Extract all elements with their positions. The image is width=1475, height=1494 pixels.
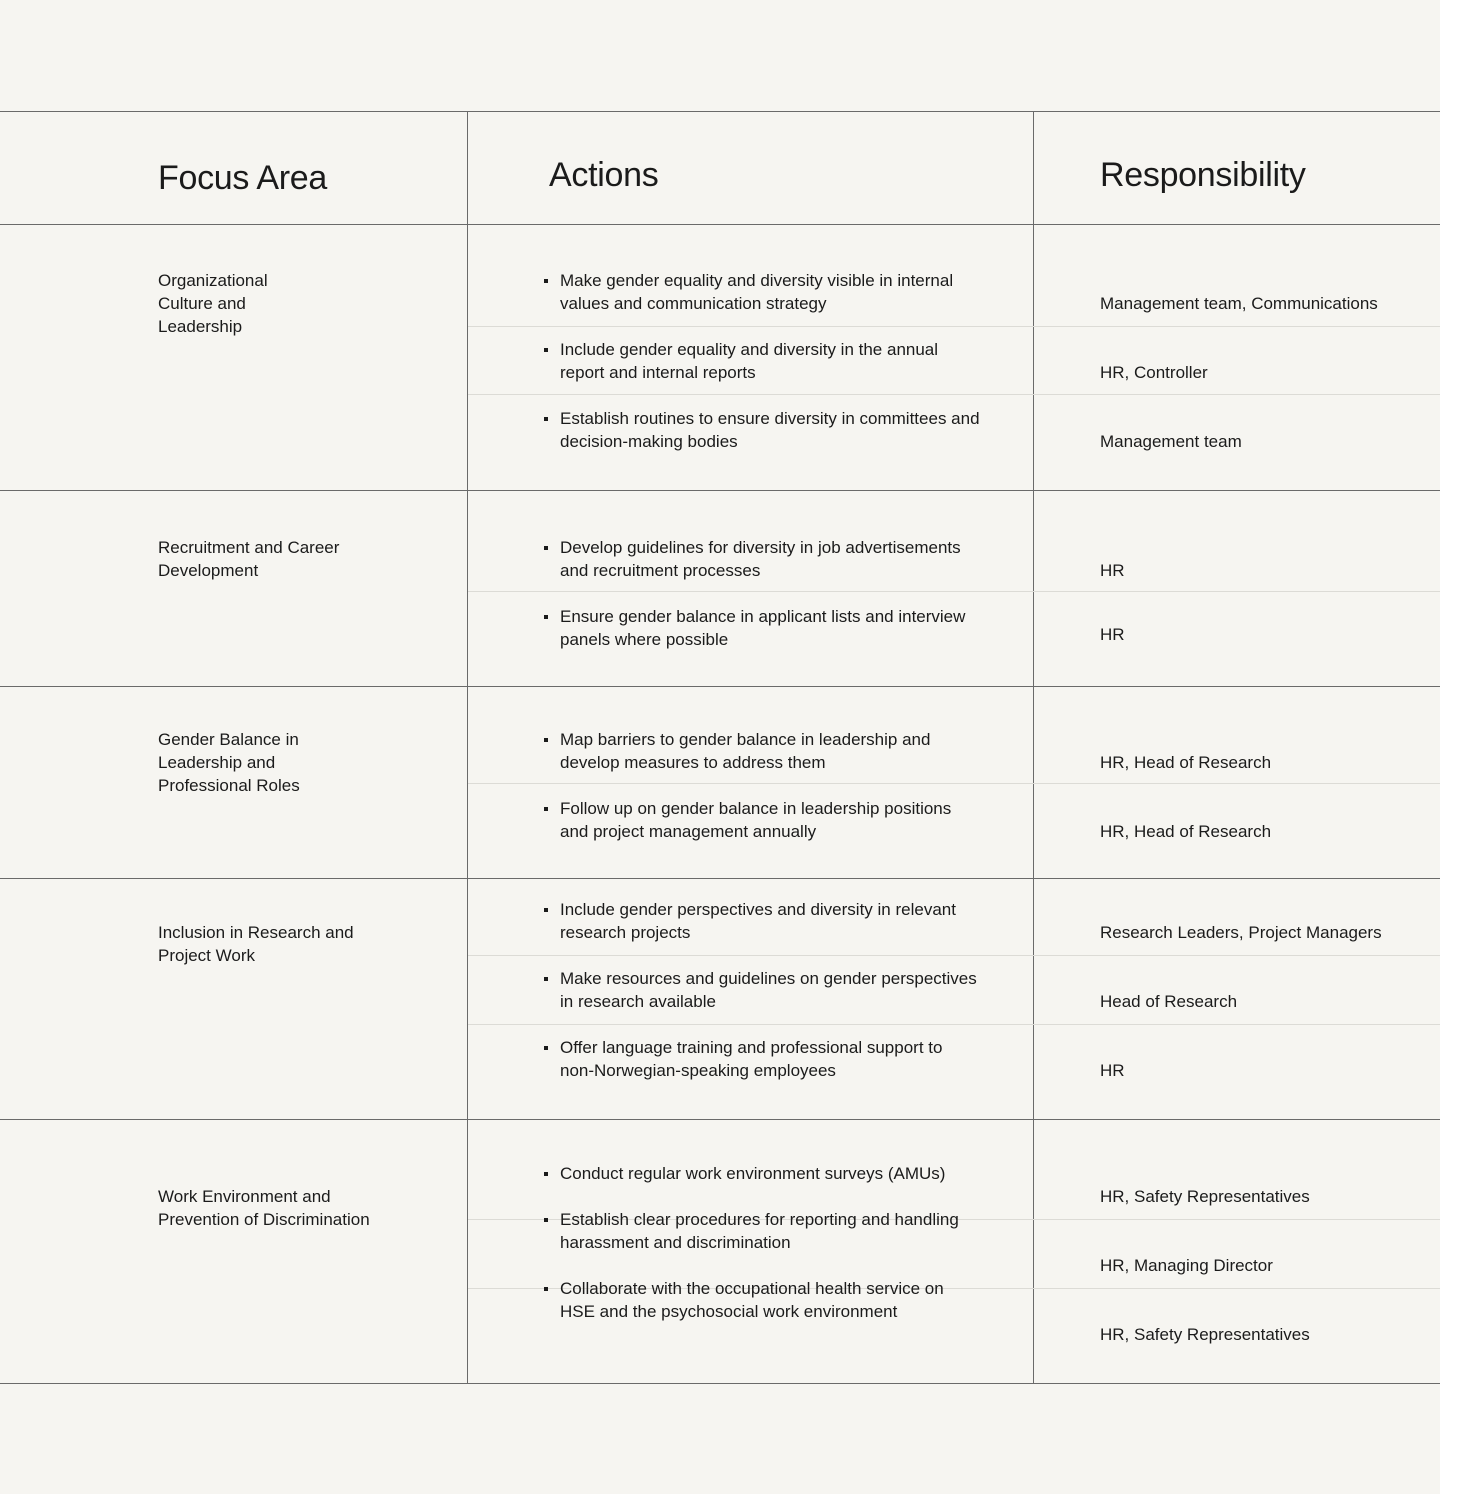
row-divider [468,783,1440,784]
column-divider-actions [467,111,468,1384]
header-focus-area: Focus Area [158,159,327,197]
section-divider [0,1119,1440,1120]
right-edge-strip [1440,0,1475,1494]
action-item: Follow up on gender balance in leadership positions and project management annually [560,797,980,843]
responsibility-cell: HR, Managing Director [1100,1256,1273,1275]
action-item: Make gender equality and diversity visible in internal values and communication strategy [560,269,980,315]
column-divider-responsibility [1033,111,1034,1384]
focus-area-label: Inclusion in Research and Project Work [158,923,354,965]
responsibility-cell: HR, Head of Research [1100,822,1272,841]
action-item: Ensure gender balance in applicant lists and interview panels where possible [560,605,980,651]
action-item: Make resources and guidelines on gender perspectives in research available [560,967,980,1013]
responsibility-cell: HR [1100,1061,1125,1080]
section-divider [0,490,1440,491]
action-item: Include gender equality and diversity in the annual report and internal reports [560,338,980,384]
action-item: Establish routines to ensure diversity in committees and decision-making bodies [560,409,980,451]
row-divider [468,394,1440,395]
action-item: Develop guidelines for diversity in job advertisements and recruitment processes [560,536,980,582]
row-divider [468,1024,1440,1025]
action-item: Conduct regular work environment surveys (AMUs) [560,1162,980,1185]
header-bottom-border [0,224,1440,225]
header-actions: Actions [549,156,659,194]
responsibility-cell: HR, Safety Representatives [1100,1325,1310,1344]
section-divider [0,878,1440,879]
table-top-border [0,111,1440,112]
responsibility-cell: Research Leaders, Project Managers [1100,923,1382,942]
action-item: Collaborate with the occupational health service on HSE and the psychosocial work environment [560,1277,980,1323]
responsibility-cell: HR, Safety Representatives [1100,1187,1310,1206]
responsibility-cell: HR [1100,561,1125,580]
row-divider [468,591,1440,592]
responsibility-cell: HR, Head of Research [1100,753,1272,772]
responsibility-cell: Management team [1100,432,1242,451]
focus-area-label: Gender Balance in Leadership and Professional Roles [158,730,300,795]
focus-area-label: Recruitment and Career Development [158,538,340,580]
responsibility-cell: HR, Controller [1100,363,1208,382]
action-item: Offer language training and professional support to non-Norwegian-speaking employees [560,1036,980,1082]
focus-area-label: Organizational Culture and Leadership [158,271,268,336]
section-divider [0,686,1440,687]
responsibility-cell: Management team, Communications [1100,294,1378,313]
row-divider [468,326,1440,327]
row-divider [468,955,1440,956]
table-bottom-border [0,1383,1440,1384]
action-item: Include gender perspectives and diversity in relevant research projects [560,898,980,944]
responsibility-cell: HR [1100,625,1125,644]
focus-area-label: Work Environment and Prevention of Discrimination [158,1187,370,1229]
header-responsibility: Responsibility [1100,156,1306,194]
responsibility-cell: Head of Research [1100,992,1238,1011]
action-item: Establish clear procedures for reporting and handling harassment and discrimination [560,1208,980,1254]
action-item: Map barriers to gender balance in leadership and develop measures to address them [560,728,980,774]
